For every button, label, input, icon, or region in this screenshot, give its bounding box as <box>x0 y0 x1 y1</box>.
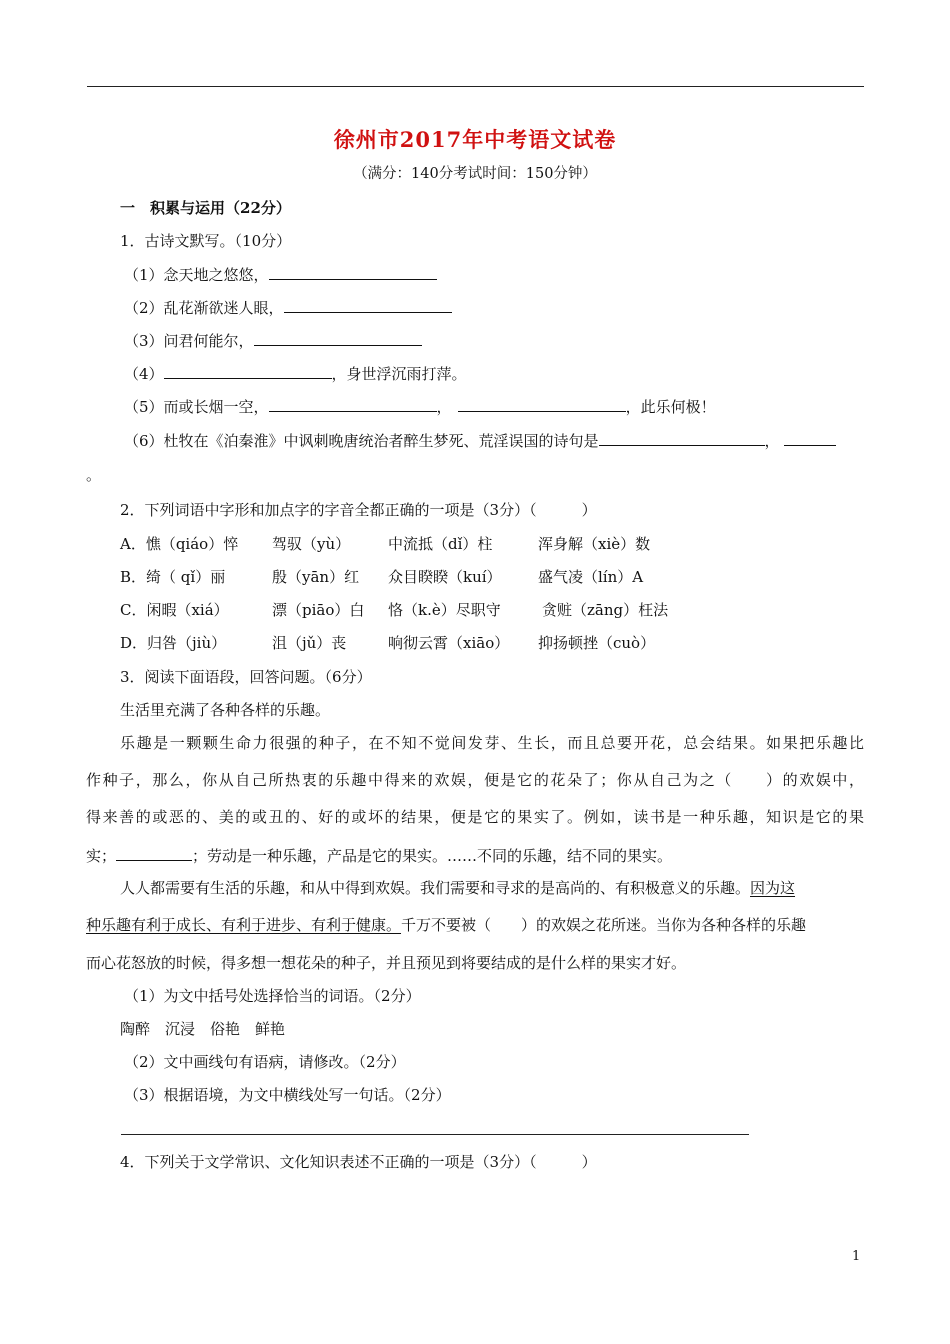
q2-stem: 2．下列词语中字形和加点字的字音全都正确的一项是（3分）（ ） <box>120 501 597 519</box>
q1-item-1 <box>124 264 437 285</box>
answer-blank[interactable] <box>284 297 452 313</box>
q3-underlined-sentence-end: 种乐趣有利于成长、有利于进步、有利于健康。 <box>86 916 402 934</box>
q3-passage-opening: 生活里充满了各种各样的乐趣。 <box>120 701 331 719</box>
q2-option-c-word-3: 恪（k.è）尽职守 <box>388 601 501 619</box>
answer-blank[interactable] <box>784 430 836 446</box>
q3-passage-p1-line-2: 作种子，那么，你从自己所热衷的乐趣中得来的欢娱，便是它的花朵了；你从自己为之（ ）的欢娱中， <box>86 771 864 789</box>
q2-option-d-word-1: D．归咎（jiù） <box>120 634 227 652</box>
section-heading: 一 积累与运用（22分） <box>120 199 291 217</box>
q3-p2-line-1-text: 人人都需要有生活的乐趣，和从中得到欢娱。我们需要和寻求的是高尚的、有积极意义的乐趣。 <box>120 879 751 897</box>
answer-blank[interactable] <box>269 396 437 412</box>
q3-p1-line-4-start: 实； <box>86 847 117 865</box>
q2-option-b-word-2: 殷（yān）红 <box>272 568 360 586</box>
q3-passage-p2-line-3: 而心花怒放的时候，得多想一想花朵的种子，并且预见到将要结成的是什么样的果实才好。 <box>86 954 687 972</box>
q2-option-b-word-1: B．绮（ qǐ）丽 <box>120 568 226 586</box>
q1-item-4-prefix: （4） <box>124 365 164 383</box>
q1-item-5-text: （5）而或长烟一空， <box>124 398 269 416</box>
q2-option-d-word-4: 抑扬顿挫（cuò） <box>538 634 656 652</box>
q2-option-c-word-4: 贪赃（zāng）枉法 <box>542 601 669 619</box>
answer-blank[interactable] <box>116 845 192 861</box>
q1-stem: 1．古诗文默写。（10分） <box>120 232 292 250</box>
q1-item-2-text: （2）乱花渐欲迷人眼， <box>124 299 284 317</box>
q3-sub-1: （1）为文中括号处选择恰当的词语。（2分） <box>124 987 421 1005</box>
q3-sub-2: （2）文中画线句有语病，请修改。（2分） <box>124 1053 406 1071</box>
q2-option-c-word-2: 漂（piāo）白 <box>272 601 365 619</box>
q1-item-3 <box>124 330 422 351</box>
q3-p1-line-4-end: ；劳动是一种乐趣，产品是它的果实。……不同的乐趣，结不同的果实。 <box>192 847 673 865</box>
q1-item-5 <box>124 396 716 417</box>
q2-option-a-word-2: 驾驭（yù） <box>272 535 351 553</box>
q3-passage-p1-line-3: 得来善的或恶的、美的或丑的、好的或坏的结果，便是它的果实了。例如，读书是一种乐趣，知识是它的果 <box>86 808 864 826</box>
q1-item-3-text: （3）问君何能尔， <box>124 332 254 350</box>
q1-item-2 <box>124 297 452 318</box>
header-rule <box>87 86 864 87</box>
q2-option-b-word-3: 众目睽睽（kuí） <box>388 568 502 586</box>
q2-option-a-word-4: 浑身解（xiè）数 <box>538 535 651 553</box>
answer-blank[interactable] <box>269 264 437 280</box>
q1-item-6-text: （6）杜牧在《泊秦淮》中讽刺晚唐统治者醉生梦死、荒淫误国的诗句是 <box>124 432 599 450</box>
q2-option-d-word-3: 响彻云霄（xiāo） <box>388 634 510 652</box>
q3-passage-p1-line-1: 乐趣是一颗颗生命力很强的种子，在不知不觉间发芽、生长，而且总要开花，总会结果。如果把乐趣比 <box>120 734 864 752</box>
answer-line[interactable] <box>121 1134 749 1135</box>
q3-passage-p2-line-2 <box>86 915 806 935</box>
q1-item-4 <box>124 363 467 384</box>
page-number: 1 <box>852 1249 861 1264</box>
q2-option-b-word-4: 盛气凌（lín）A <box>538 568 644 586</box>
q1-item-5-tail: ，此乐何极！ <box>625 398 716 416</box>
answer-blank[interactable] <box>458 396 626 412</box>
q2-option-c-word-1: C．闲暇（xiá） <box>120 601 229 619</box>
q3-stem: 3．阅读下面语段，回答问题。（6分） <box>120 668 372 686</box>
q3-passage-p2-line-1 <box>120 878 864 898</box>
q1-item-4-text: ，身世浮沉雨打萍。 <box>331 365 467 383</box>
q2-option-a-word-3: 中流抵（dǐ）柱 <box>388 535 493 553</box>
q3-passage-p1-line-4 <box>86 845 672 866</box>
q3-p2-line-2-text: 千万不要被（ ）的欢娱之花所迷。当你为各种各样的乐趣 <box>401 916 807 934</box>
q3-word-choices: 陶醉 沉浸 俗艳 鲜艳 <box>120 1020 286 1038</box>
exam-subtitle: （满分：140分考试时间：150分钟） <box>353 166 597 182</box>
answer-blank[interactable] <box>164 363 332 379</box>
answer-blank[interactable] <box>599 430 765 446</box>
q2-option-a-word-1: A．憔（qiáo）悴 <box>120 535 239 553</box>
q1-item-6 <box>124 430 836 451</box>
q1-item-5-comma: ， <box>436 398 452 416</box>
answer-blank[interactable] <box>254 330 422 346</box>
q4-stem: 4．下列关于文学常识、文化知识表述不正确的一项是（3分）（ ） <box>120 1153 597 1171</box>
q1-item-6-end: 。 <box>86 466 102 484</box>
q1-item-6-comma: ， <box>764 432 780 450</box>
q3-underlined-sentence-start: 因为这 <box>750 879 796 897</box>
q3-sub-3: （3）根据语境，为文中横线处写一句话。（2分） <box>124 1086 451 1104</box>
exam-title: 徐州市2017年中考语文试卷 <box>333 127 617 152</box>
q1-item-1-text: （1）念天地之悠悠， <box>124 266 269 284</box>
q2-option-d-word-2: 沮（jǔ）丧 <box>272 634 347 652</box>
